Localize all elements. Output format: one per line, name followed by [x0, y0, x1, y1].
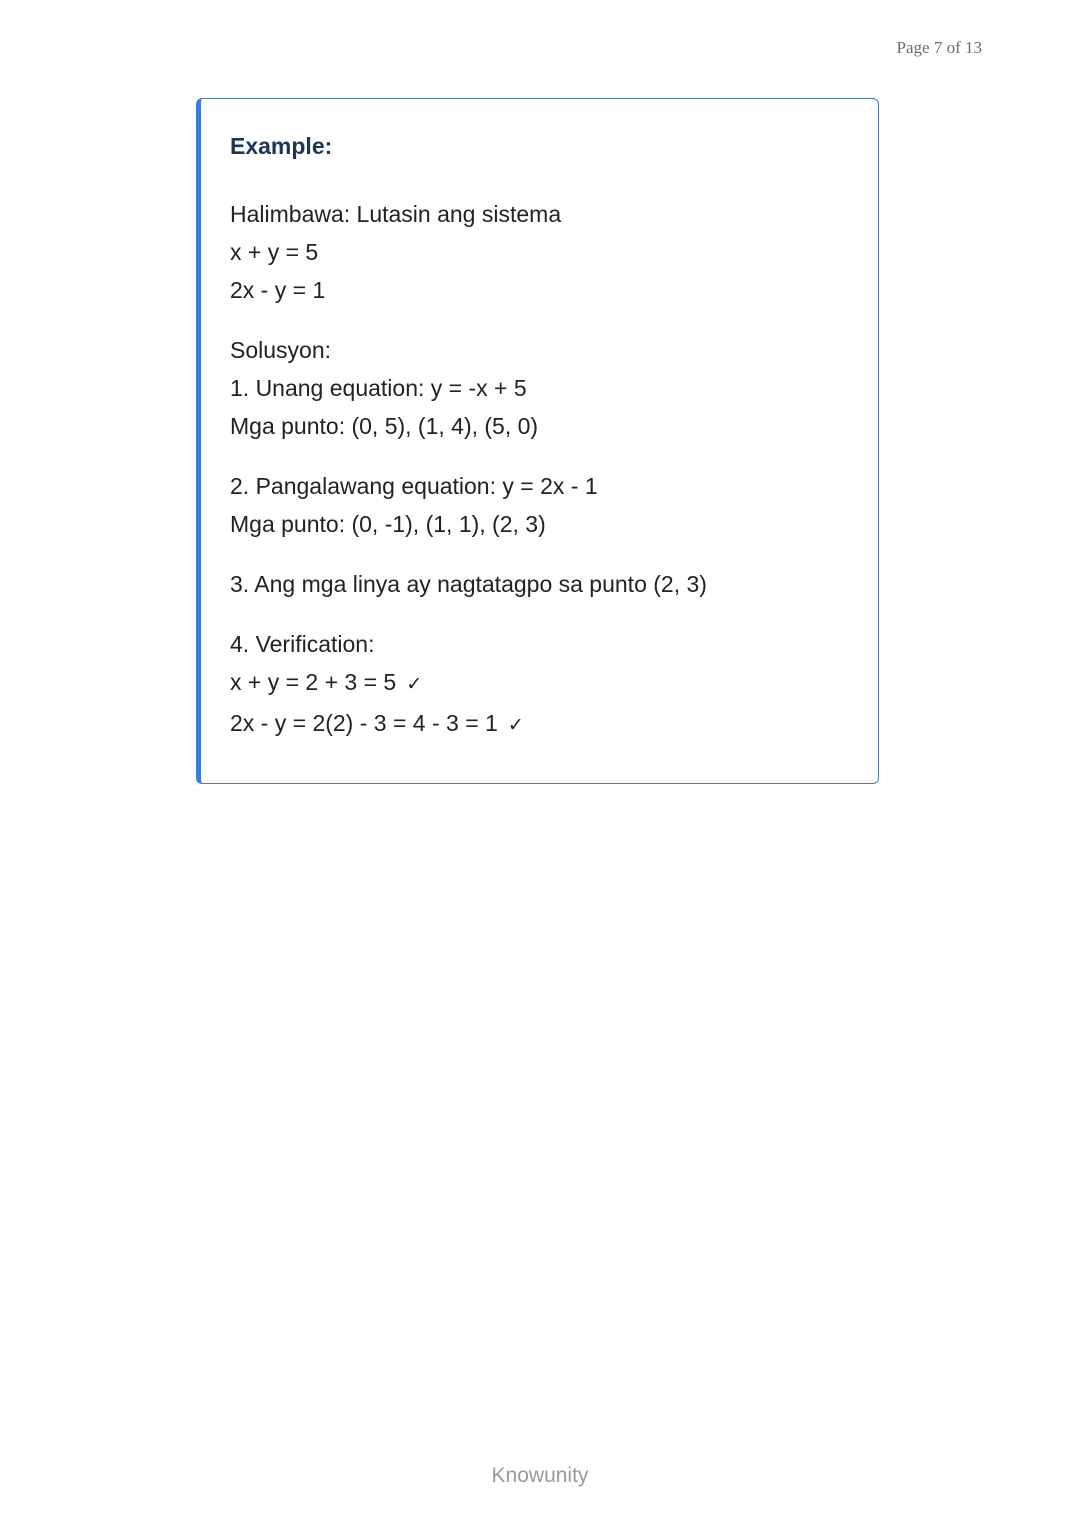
page-number: Page 7 of 13 [896, 38, 982, 57]
verification-line-1 [230, 663, 848, 704]
verification-2-text: 2x - y = 2(2) - 3 = 4 - 3 = 1 [230, 710, 498, 736]
solution-step-4 [230, 625, 848, 745]
example-box [196, 98, 879, 784]
solution-step-3 [230, 565, 848, 603]
solution-step-2 [230, 467, 848, 543]
step-2-points: Mga punto: (0, -1), (1, 1), (2, 3) [230, 511, 546, 537]
equation-1: x + y = 5 [230, 239, 319, 265]
footer-brand: Knowunity [491, 1464, 589, 1487]
step-4-title: 4. Verification: [230, 631, 375, 657]
verification-line-2 [230, 704, 848, 745]
step-3-text: 3. Ang mga linya ay nagtatagpo sa punto (2, 3) [230, 571, 707, 597]
solution-step-1 [230, 331, 848, 445]
example-heading: Example: [230, 133, 333, 159]
check-mark-icon: ✓ [406, 674, 423, 695]
step-2-title: 2. Pangalawang equation: y = 2x - 1 [230, 473, 598, 499]
verification-1-text: x + y = 2 + 3 = 5 [230, 669, 397, 695]
problem-intro: Halimbawa: Lutasin ang sistema [230, 201, 562, 227]
solution-label: Solusyon: [230, 337, 332, 363]
check-mark-icon: ✓ [507, 715, 524, 736]
problem-block [230, 195, 848, 309]
step-1-title: 1. Unang equation: y = -x + 5 [230, 375, 527, 401]
equation-2: 2x - y = 1 [230, 277, 326, 303]
step-1-points: Mga punto: (0, 5), (1, 4), (5, 0) [230, 413, 539, 439]
